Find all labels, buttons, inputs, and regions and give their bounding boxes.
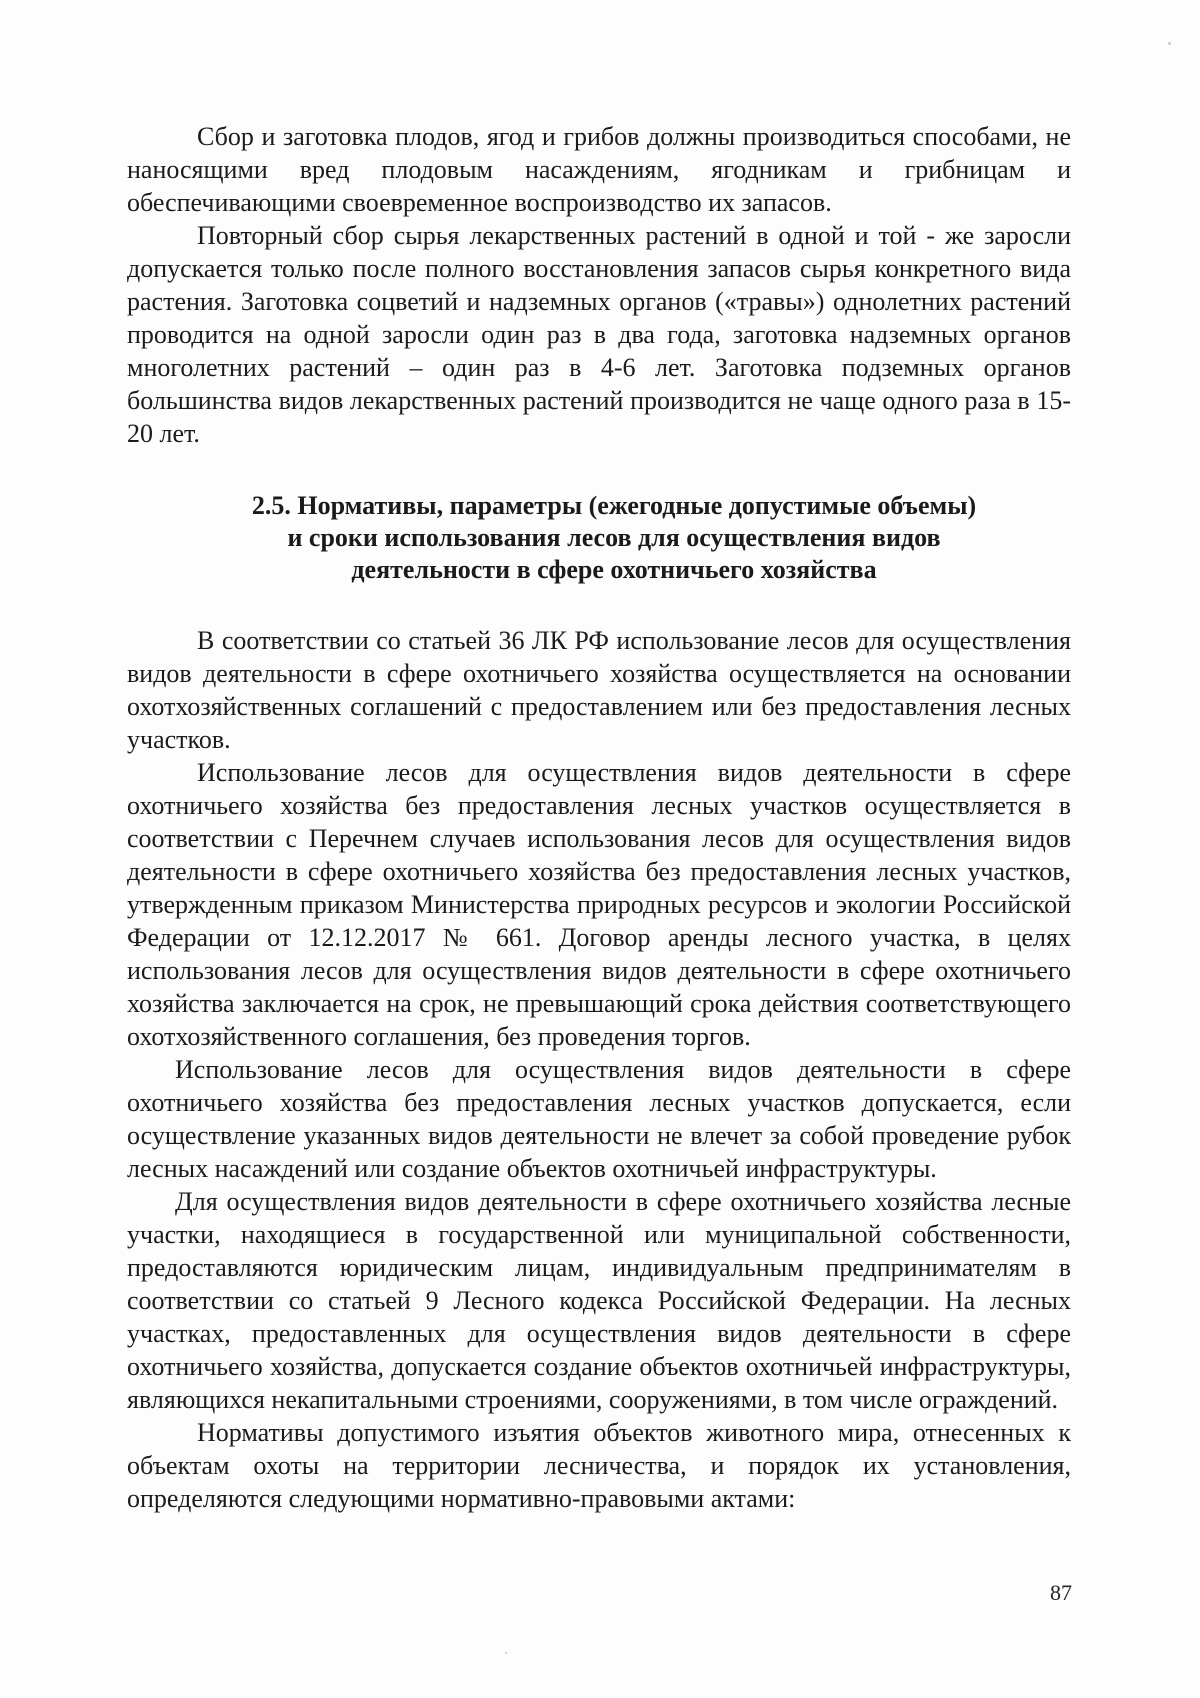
paragraph-article-36: В соответствии со статьей 36 ЛК РФ использование лесов для осуществления видов деятельности в сфере охотничьего хозяйства осуществляется на основании охотхозяйственных соглашений с предоставлением или без предоставления лесных участков. — [127, 626, 1071, 754]
section-heading — [127, 490, 1071, 586]
paragraph-norms: Нормативы допустимого изъятия объектов животного мира, отнесенных к объектам охоты на территории лесничества, и порядок их установления, определяются следующими нормативно-правовыми актами: — [127, 1418, 1071, 1513]
section-heading-line: деятельности в сфере охотничьего хозяйства — [351, 555, 877, 584]
section-heading-line: 2.5. Нормативы, параметры (ежегодные допустимые объемы) — [251, 491, 977, 520]
paragraph-collection-methods: Сбор и заготовка плодов, ягод и грибов должны производиться способами, не наносящими вред плодовым насаждениям, ягодникам и грибницам и обеспечивающими своевременное воспроизводство их запасов. — [127, 122, 1071, 217]
scan-speck — [505, 1652, 507, 1654]
page-body — [127, 120, 1071, 1515]
paragraph-without-plots: Использование лесов для осуществления видов деятельности в сфере охотничьего хозяйства без предоставления лесных участков осуществляется в соответствии с Перечнем случаев использования лесов для осуществления видов деятельности в сфере охотничьего хозяйства без предоставления лесных участков, утвержденным приказом Министерства природных ресурсов и экологии Российской Федерации от 12.12.2017 № 661. Договор аренды лесного участка, в целях использования лесов для осуществления видов деятельности в сфере охотничьего хозяйства заключается на срок, не превышающий срока действия соответствующего охотхозяйственного соглашения, без проведения торгов. — [127, 758, 1071, 1051]
page-number: 87 — [1050, 1580, 1072, 1605]
paragraph-medicinal-plants: Повторный сбор сырья лекарственных растений в одной и той - же заросли допускается только после полного восстановления запасов сырья конкретного вида растения. Заготовка соцветий и надземных органов («травы») однолетних растений проводится на одной заросли один раз в два года, заготовка надземных органов многолетних растений – один раз в 4-6 лет. Заготовка подземных органов большинства видов лекарственных растений производится не чаще одного раза в 15-20 лет. — [127, 221, 1071, 448]
paragraph-permitted-use: Использование лесов для осуществления видов деятельности в сфере охотничьего хозяйства без предоставления лесных участков допускается, если осуществление указанных видов деятельности не влечет за собой проведение рубок лесных насаждений или создание объектов охотничьей инфраструктуры. — [127, 1055, 1071, 1183]
paragraph-plot-provision: Для осуществления видов деятельности в сфере охотничьего хозяйства лесные участки, находящиеся в государственной или муниципальной собственности, предоставляются юридическим лицам, индивидуальным предпринимателям в соответствии со статьей 9 Лесного кодекса Российской Федерации. На лесных участках, предоставленных для осуществления видов деятельности в сфере охотничьего хозяйства, допускается создание объектов охотничьей инфраструктуры, являющихся некапитальными строениями, сооружениями, в том числе ограждений. — [127, 1187, 1071, 1414]
scan-speck — [1168, 42, 1171, 45]
section-heading-line: и сроки использования лесов для осуществления видов — [287, 523, 941, 552]
